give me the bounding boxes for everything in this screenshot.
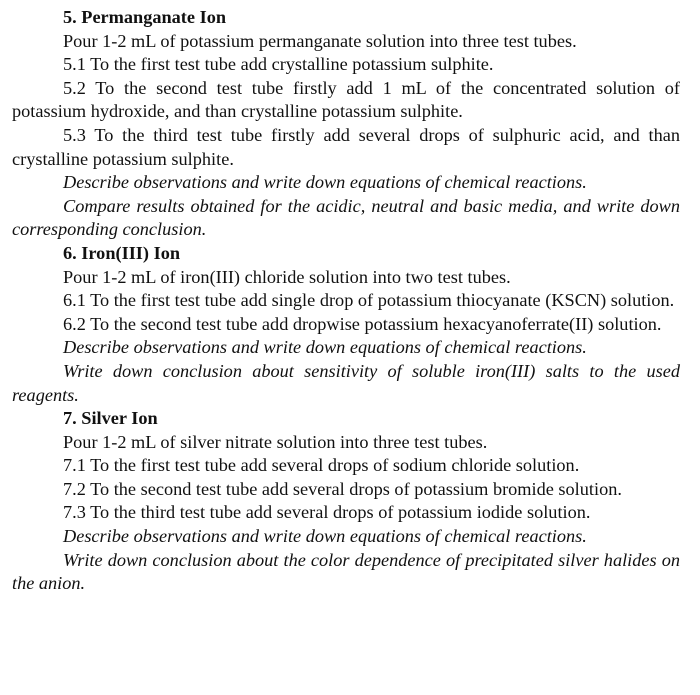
paragraph: 5.2 To the second test tube firstly add 1 mL of the concentrated solution of potassium hydroxide, and than crystalline potassium sulphite. — [12, 77, 680, 122]
paragraph: 6.1 To the first test tube add single drop of potassium thiocyanate (KSCN) solution. — [63, 290, 675, 311]
section-heading: 6. Iron(III) Ion — [63, 242, 180, 263]
paragraph: Pour 1-2 mL of potassium permanganate solution into three test tubes. — [63, 30, 577, 51]
section-heading: 7. Silver Ion — [63, 408, 158, 429]
instruction-paragraph: Write down conclusion about sensitivity of soluble iron(III) salts to the used reagents. — [12, 360, 680, 405]
paragraph: 6.2 To the second test tube add dropwise potassium hexacyanoferrate(II) solution. — [63, 313, 662, 334]
document-page — [12, 6, 680, 596]
section-silver-ion — [12, 407, 680, 596]
instruction-paragraph: Describe observations and write down equations of chemical reactions. — [63, 526, 587, 547]
paragraph: 7.2 To the second test tube add several drops of potassium bromide solution. — [63, 478, 622, 499]
paragraph: Pour 1-2 mL of iron(III) chloride solution into two test tubes. — [63, 266, 511, 287]
paragraph: 5.3 To the third test tube firstly add several drops of sulphuric acid, and than crystalline potassium sulphite. — [12, 124, 680, 169]
section-heading: 5. Permanganate Ion — [63, 7, 226, 27]
instruction-paragraph: Describe observations and write down equations of chemical reactions. — [63, 337, 587, 358]
section-iron-iii-ion — [12, 242, 680, 407]
section-permanganate-ion — [12, 6, 680, 242]
paragraph: 7.3 To the third test tube add several drops of potassium iodide solution. — [63, 502, 591, 523]
instruction-paragraph: Compare results obtained for the acidic, neutral and basic media, and write down corresponding conclusion. — [12, 195, 680, 240]
instruction-paragraph: Write down conclusion about the color dependence of precipitated silver halides on the anion. — [12, 549, 680, 594]
instruction-paragraph: Describe observations and write down equations of chemical reactions. — [63, 172, 587, 193]
paragraph: 7.1 To the first test tube add several drops of sodium chloride solution. — [63, 455, 580, 476]
paragraph: 5.1 To the first test tube add crystalline potassium sulphite. — [63, 54, 494, 75]
paragraph: Pour 1-2 mL of silver nitrate solution into three test tubes. — [63, 431, 488, 452]
